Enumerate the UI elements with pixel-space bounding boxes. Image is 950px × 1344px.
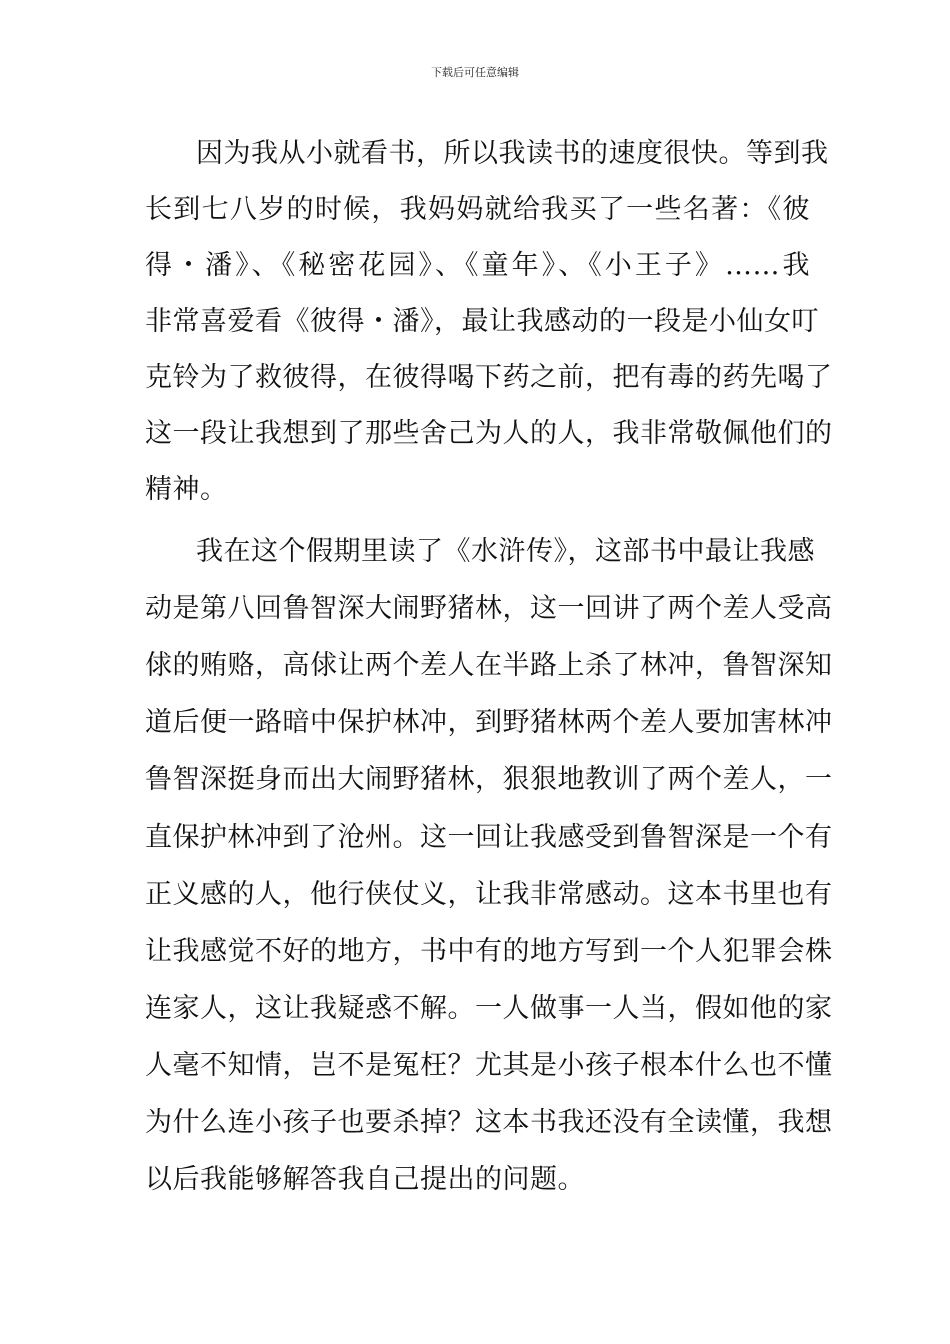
paragraph-2-line-9: 连家人，这让我疑惑不解。一人做事一人当，假如他的家	[145, 993, 833, 1024]
paragraph-2-line-2: 动是第八回鲁智深大闹野猪林，这一回讲了两个差人受高	[145, 593, 833, 624]
paragraph-1-line-6: 这一段让我想到了那些舍己为人的人，我非常敬佩他们的	[145, 418, 833, 449]
paragraph-2-line-3: 俅的贿赂，高俅让两个差人在半路上杀了林冲，鲁智深知	[145, 650, 833, 681]
page-header: 下载后可任意编辑	[431, 66, 519, 79]
paragraph-1-line-2: 长到七八岁的时候，我妈妈就给我买了一些名著：《彼	[145, 194, 810, 225]
paragraph-2-line-7: 正义感的人，他行侠仗义，让我非常感动。这本书里也有	[145, 879, 833, 910]
paragraph-2-line-5: 鲁智深挺身而出大闹野猪林，狠狠地教训了两个差人，一	[145, 764, 833, 795]
paragraph-1-line-7: 精神。	[145, 474, 228, 505]
paragraph-2-line-6: 直保护林冲到了沧州。这一回让我感受到鲁智深是一个有	[145, 822, 833, 853]
paragraph-2-line-8: 让我感觉不好的地方，书中有的地方写到一个人犯罪会株	[145, 936, 833, 967]
paragraph-2-line-1: 我在这个假期里读了《水浒传》，这部书中最让我感	[196, 536, 815, 567]
paragraph-1-line-5: 克铃为了救彼得，在彼得喝下药之前，把有毒的药先喝了	[145, 362, 833, 393]
paragraph-1-line-1: 因为我从小就看书，所以我读书的速度很快。等到我	[196, 138, 829, 169]
paragraph-1-line-4: 非常喜爱看《彼得・潘》，最让我感动的一段是小仙女叮	[145, 306, 819, 337]
paragraph-2-line-4: 道后便一路暗中保护林冲，到野猪林两个差人要加害林冲	[145, 707, 833, 738]
paragraph-2-line-10: 人毫不知情，岂不是冤枉？尤其是小孩子根本什么也不懂	[145, 1050, 833, 1081]
paragraph-1-line-3: 得・潘》、《秘密花园》、《童年》、《小王子》……我	[145, 250, 810, 281]
paragraph-2-line-11: 为什么连小孩子也要杀掉？这本书我还没有全读懂，我想	[145, 1107, 833, 1138]
paragraph-2-line-12: 以后我能够解答我自己提出的问题。	[145, 1164, 585, 1195]
